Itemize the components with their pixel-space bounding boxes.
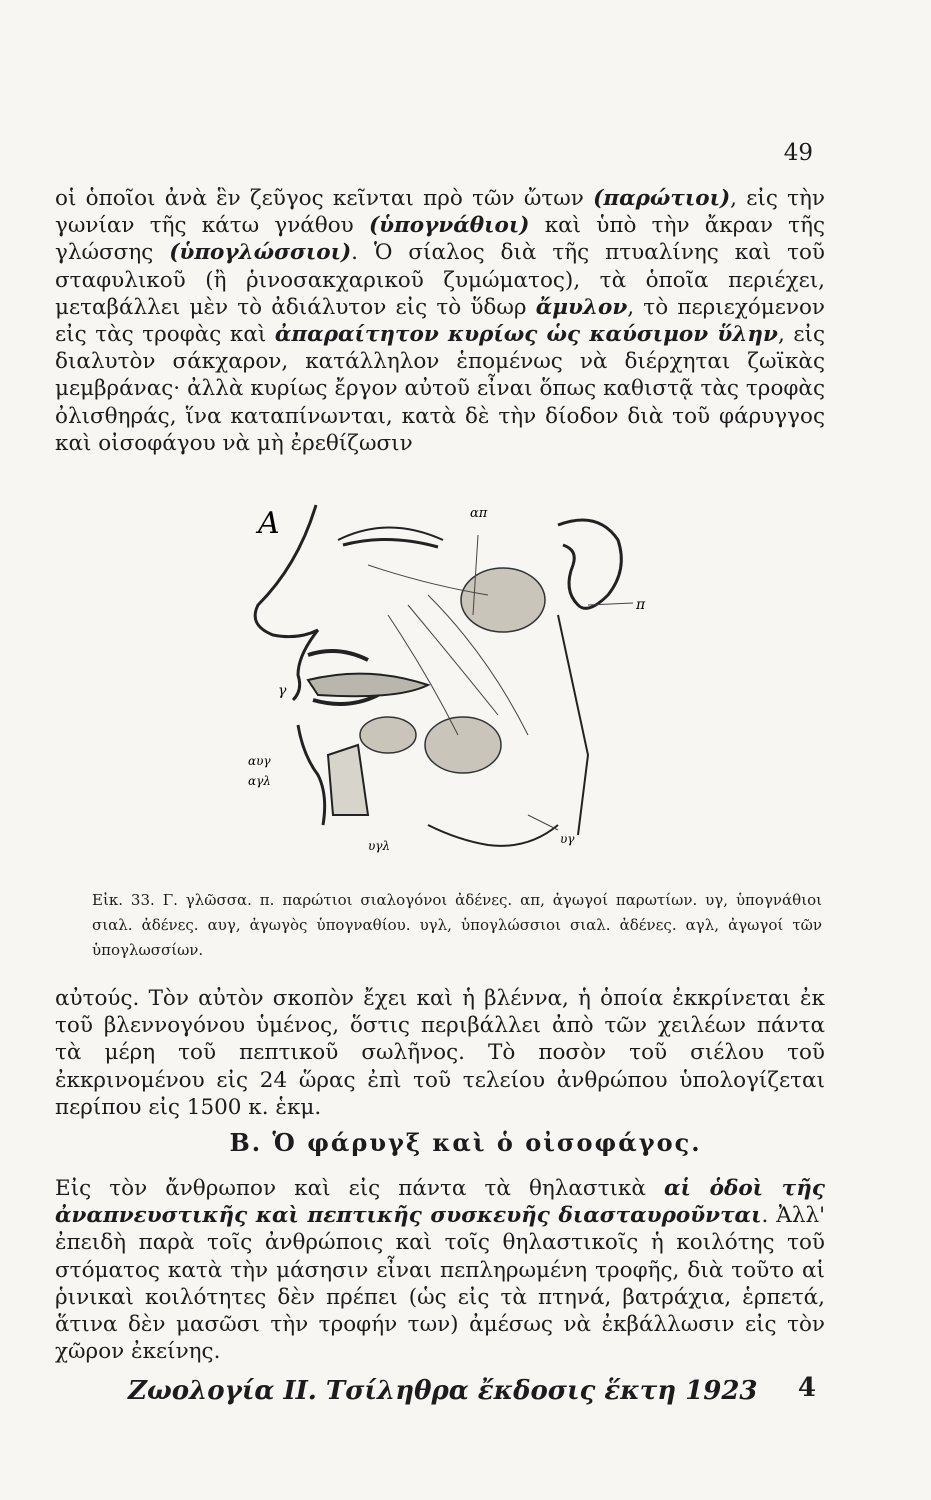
footer-signature: 4 xyxy=(797,1373,816,1403)
emphasized-term: (ὑπογνάθιοι) xyxy=(368,213,530,239)
emphasized-term: αἱ ὁδοὶ τῆς ἀναπνευστικῆς καὶ πεπτικῆς συσκευῆς διασταυροῦνται xyxy=(55,1176,825,1229)
emphasized-term: ἄμυλον xyxy=(535,294,628,320)
figure-caption: Εἰκ. 33. Γ. γλῶσσα. π. παρώτιοι σιαλογόνοι ἀδένες. απ, ἀγωγοί παρωτίων. υγ, ὑπογνάθιοι σιαλ. ἀδένες. αυγ, ἀγωγὸς ὑπογναθίου. υγλ, ὑπογλώσσιοι σιαλ. ἀδένες. αγλ, ἀγωγοί τῶν ὑπογλωσσίων. xyxy=(92,891,822,959)
neck-line xyxy=(558,615,588,835)
upper-teeth xyxy=(308,651,368,660)
figure-label-g: γ xyxy=(278,683,287,699)
submandibular-gland xyxy=(425,717,501,773)
muscle-fibers-1 xyxy=(388,615,458,735)
section-heading: Β. Ὁ φάρυγξ καὶ ὁ οἰσοφάγος. xyxy=(229,1128,702,1157)
ear-outline xyxy=(558,520,621,608)
salivary-glands-illustration xyxy=(228,495,668,880)
footer-imprint: Ζωολογία ΙΙ. Τσίληθρα ἔκδοσις ἕκτη 1923 xyxy=(128,1376,758,1406)
figure-label-agl: αγλ xyxy=(248,774,271,788)
text-segment: οἱ ὁποῖοι ἀνὰ ἓν ζεῦγος κεῖνται πρὸ τῶν ὤτων xyxy=(55,186,594,211)
emphasized-term: ἀπαραίτητον κυρίως ὡς καύσιμον ὕλην xyxy=(274,322,778,348)
text-segment: καὶ ὑπὸ τὴν ἄκραν τῆς γλώσσης xyxy=(55,213,825,266)
tongue xyxy=(308,674,428,697)
eye-line xyxy=(343,539,438,547)
paragraph-2: αὐτούς. Τὸν αὐτὸν σκοπὸν ἔχει καὶ ἡ βλέννα, ἡ ὁποία ἐκκρίνεται ἐκ τοῦ βλεννογόνου ὑμένος, ὅστις περιβάλλει ἀπὸ τῶν χειλέων πάντα τὰ μέρη τοῦ πεπτικοῦ σωλῆνος. Τὸ ποσὸν τοῦ σιέλου τοῦ ἐκκρινομένου εἰς 24 ὥρας ἐπὶ τοῦ τελείου ἀνθρώπου ὑπολογίζεται περίπου εἰς 1500 κ. ἑκμ. xyxy=(55,986,825,1120)
text-segment: . Ἀλλ' ἐπειδὴ παρὰ τοῖς ἀνθρώποις καὶ τοῖς θηλαστικοῖς ἡ κοιλότης τοῦ στόματος κατὰ τὴν μάσησιν εἶναι πεπληρωμένη τροφῆς, διὰ τοῦτο αἱ ῥινικαὶ κοιλότητες δὲν πρέπει (ὡς εἰς τὰ πτηνά, βατράχια, ἑρπετά, ἅτινα δὲν μασῶσι τὴν τροφήν των) ἀμέσως νὰ ἐκβάλλωσιν εἰς τὸν χῶρον ἐκείνης. xyxy=(55,1203,825,1365)
text-segment: , εἰς τὴν γωνίαν τῆς κάτω γνάθου xyxy=(55,186,825,239)
pointer-ug xyxy=(528,815,558,830)
jaw-line xyxy=(428,825,558,846)
text-segment: , εἰς διαλυτὸν σάκχαρον, κατάλληλον ἑπομένως νὰ διέρχηται ζωϊκὰς μεμβράνας· ἀλλὰ κυρίως ἔργον αὐτοῦ εἶναι ὅπως καθιστᾷ τὰς τροφὰς ὀλισθηράς, ἵνα καταπίνωνται, κατὰ δὲ τὴν δίοδον διὰ τοῦ φάρυγγος καὶ οἰσοφάγου νὰ μὴ ἐρεθίζωσιν xyxy=(55,322,825,456)
text-segment: . Ὁ σίαλος διὰ τῆς πτυαλίνης καὶ τοῦ σταφυλικοῦ (ἢ ῥινοσακχαρικοῦ ζυμώματος), τὰ ὁποῖα περιέχει, μεταβάλλει μὲν τὸ ἀδιάλυτον εἰς τὸ ὕδωρ xyxy=(55,240,825,320)
anatomical-figure xyxy=(228,495,668,880)
emphasized-term: (ὑπογλώσσιοι) xyxy=(169,240,352,266)
emphasized-term: (παρώτιοι) xyxy=(593,186,731,211)
figure-label-ap: απ xyxy=(470,506,488,521)
figure-label-aug: αυγ xyxy=(248,754,271,768)
figure-label-ug: υγ xyxy=(560,832,575,846)
text-segment: , τὸ περιεχόμενον εἰς τὰς τροφὰς καὶ xyxy=(55,294,825,348)
text-segment: Εἰς τὸν ἄνθρωπον καὶ εἰς πάντα τὰ θηλαστικὰ xyxy=(55,1176,664,1201)
paragraph-3 xyxy=(55,1175,825,1365)
chin-outline xyxy=(298,725,325,825)
paragraph-1 xyxy=(55,185,825,457)
figure-label-ugl: υγλ xyxy=(368,839,391,853)
figure-label-p: π xyxy=(636,597,646,613)
jaw-bone xyxy=(328,745,368,815)
page-number: 49 xyxy=(783,140,813,166)
figure-label-a: Α xyxy=(258,506,280,541)
sublingual-gland xyxy=(360,717,416,753)
